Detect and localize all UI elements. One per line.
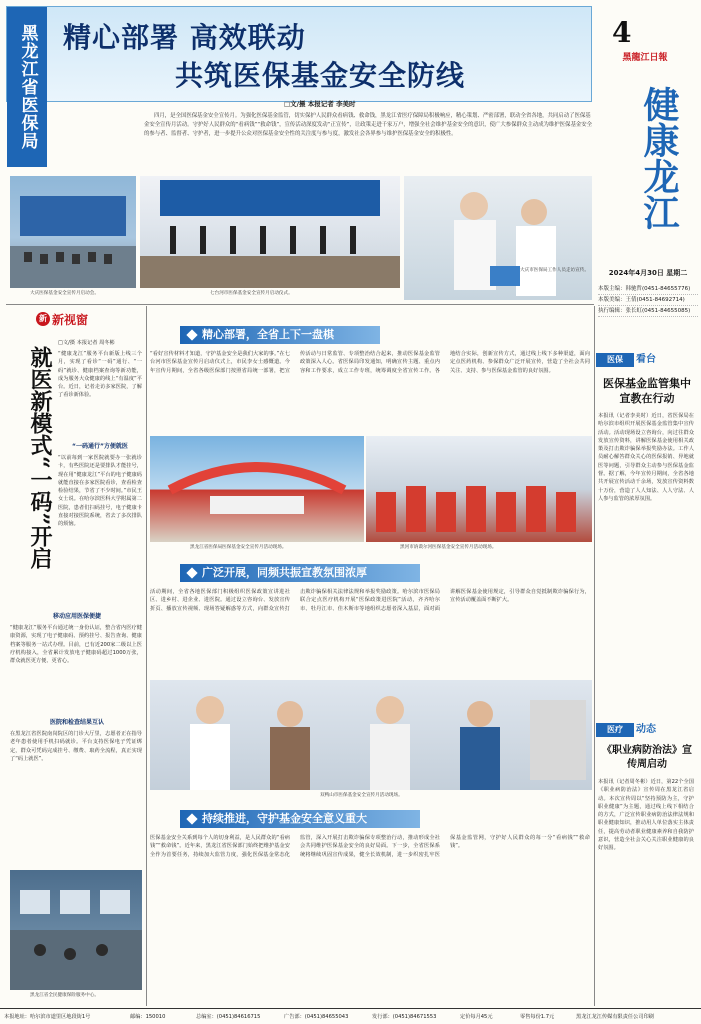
kicker-new-sight bbox=[8, 310, 144, 330]
right-tag-medical bbox=[596, 722, 692, 738]
photo-daqing-launch bbox=[10, 176, 136, 288]
photo-caption: 大庆医保基金安全宣传月启动会。 bbox=[30, 291, 99, 296]
photo-daqing-visit bbox=[404, 176, 592, 300]
photo-health-service-center bbox=[10, 870, 142, 990]
photo-caption: 黑龙江省医保局医保基金安全宣传月活动现场。 bbox=[190, 545, 287, 550]
lead-byline: □文/摄 本报记者 李美时 bbox=[284, 100, 356, 108]
right-article-1-text: 本报讯（记者李美时）近日，省医保局在哈尔滨市组织开展医保基金监管集中宣传活动。活动现场设立咨询台，向过往群众发放宣传资料，讲解医保基金使用相关政策及打击欺诈骗保举报奖励办法。工作人员耐心解答群众关心的医保报销、异地就医等问题，引导群众主动参与医保基金监督。据了解，今年宣传月期间，全省各地共开展宣传活动千余场，发放宣传资料数十万份，营造了人人知法、人人守法、人人参与监管的浓厚氛围。 bbox=[598, 413, 694, 502]
photo-qitaihe-ceremony-graphic bbox=[140, 176, 400, 288]
footer-distribution-phone: 发行部：(0451)84671553 bbox=[372, 1014, 437, 1020]
paper-name: 黑龍江日報 bbox=[622, 53, 668, 63]
page-footer bbox=[0, 1008, 701, 1024]
left-article-text: 在黑龙江省医院南岗院区的门诊大厅里，志愿者正在指导老年患者使用手机扫码就诊。平台支持医保电子凭证绑定，群众可凭码完成挂号、缴费、取药全流程，真正实现了“码上就医”。 bbox=[10, 731, 142, 762]
section-1-text: “看好宣传材料才知道，守护基金安全是我们大家的事。”在七台河市医保基金宣传月启动仪式上，市民李女士感慨道。今年宣传月期间，全省各级医保部门按照省局统一部署，把宣传活动与日常监管、专项整治结合起来，推动医保基金监管政策深入人心。省医保局印发通知，明确宣传主题、重点内容和工作要求，成立工作专班，统筹调度全省宣传工作。各地结合实际，创新宣传方式，通过线上线下多种渠道，面向定点医药机构、参保群众广泛开展宣传，营造了全社会共同关注、支持、参与医保基金监管的良好氛围。 bbox=[150, 351, 590, 374]
main-headline-line1: 精心部署 高效联动 bbox=[63, 21, 306, 54]
new-icon: 新 bbox=[36, 312, 50, 326]
photo-provincial-event bbox=[150, 436, 364, 542]
editor-line: 本版主编：韩驰哲(0451-84655776) bbox=[598, 284, 698, 295]
photo-shuangyashan-event bbox=[150, 680, 592, 790]
photo-caption: 双鸭山市医保基金安全宣传月活动现场。 bbox=[320, 793, 403, 798]
footer-postcode: 邮编：150010 bbox=[130, 1014, 166, 1020]
section-title: 健康龙江 bbox=[638, 86, 680, 230]
lead-section bbox=[144, 100, 594, 170]
lead-text: 四月，是全国医保基金安全宣传月。为强化医保基金监管，切实保护人民群众看病钱、救命钱，黑龙江省医疗保障局积极响应，精心策划、严密部署，联动全省各地，共同启动了医保基金安全宣传月活动。守护好人民群众的“看病钱”“救命钱”，宣传活动深度发动“正宣传”，让政策走进千家万户，增强全社会维护基金安全的意识，使广大参保群众主动成为维护医保基金安全的参与者、监督者、守护者，进一步提升公众对医保基金安全性的关注度与参与度，激发社会各界参与维护医保基金安全的积极性。 bbox=[144, 113, 593, 137]
editor-credits bbox=[598, 284, 698, 317]
photo-caption: 大庆市医保局工作人员走访宣传。 bbox=[520, 268, 589, 273]
photo-caption: 七台河市医保基金安全宣传月启动仪式。 bbox=[210, 291, 293, 296]
footer-ad-phone: 广告部：(0451)84655043 bbox=[284, 1014, 349, 1020]
editor-line: 执行编辑：张长虹(0451-84655085) bbox=[598, 306, 698, 317]
right-headline-2: 《职业病防治法》宣传周启动 bbox=[602, 745, 692, 770]
tag-badge: 医保 bbox=[596, 353, 634, 367]
right-article-2-text: 本报讯（记者周冬彬）近日，第22个全国《职业病防治法》宣传周在黑龙江省启动。本次宣传周以“坚持预防为主，守护职业健康”为主题，通过线上线下相结合的方式，广泛宣传职业病防治法律法规和职业健康知识，推动用人单位落实主体责任，提高劳动者职业健康素养和自我防护意识，营造全社会关心关注职业健康的良好氛围。 bbox=[598, 779, 694, 852]
section-heading-2: 广泛开展，同频共振宣教氛围浓厚 bbox=[180, 564, 420, 582]
section-2-text: 活动期间，全省各地医保部门积极组织医保政策宣讲进社区、进乡村、进企业、进医院。通过设立咨询台、发放宣传折页、播放宣传视频、现场答疑解惑等方式，向群众宣传打击欺诈骗保相关法律法规和举报奖励政策。哈尔滨市医保局联合定点医疗机构开展“医保政策进医院”活动，齐齐哈尔市、牡丹江市、佳木斯市等地组织志愿者深入基层，面对面讲解医保基金使用规定，引导群众自觉抵制欺诈骗保行为，宣传活动覆盖面不断扩大。 bbox=[150, 589, 590, 612]
section-heading-3: 持续推进，守护基金安全意义重大 bbox=[180, 810, 420, 828]
tag-label: 动态 bbox=[636, 724, 656, 735]
photo-shuangyashan-event-graphic bbox=[150, 680, 592, 790]
left-subhead: 医院和检查结果互认 bbox=[49, 719, 104, 726]
issue-date: 2024年4月30日 星期二 bbox=[608, 269, 688, 277]
photo-caption: 黑龙江省全民健康保险服务中心。 bbox=[30, 993, 99, 998]
left-article-byline: □文/摄 本报记者 周冬彬 bbox=[58, 340, 115, 346]
left-article-text: “以前每到一家医院就要办一张就诊卡，有些医院还是要排队才能挂号，现在用“健康龙江”平台的电子健康码就能直接在多家医院看诊，查看检查检验结果，节省了不少时间。”市民王女士说。在哈尔滨医科大学附属第二医院，患者们扫码挂号，电子健康卡直接对接医院系统，省去了多次排队的烦恼。 bbox=[58, 455, 142, 528]
kicker-title: 新视窗 bbox=[52, 313, 89, 327]
section-3-text: 医保基金安全关系到每个人的切身利益，是人民群众的“看病钱”“救命钱”。近年来，黑龙江省医保部门始终把维护基金安全作为首要任务，持续加大监管力度，强化医保基金常态化监管，深入开展打击欺诈骗保专项整治行动，推动形成全社会共同维护医保基金安全的良好局面。下一步，全省医保系统将继续巩固宣传成果，健全长效机制，进一步织密扎牢医保基金监管网，守护好人民群众的每一分“看病钱”“救命钱”。 bbox=[150, 835, 590, 858]
left-article-text: “健康龙江”服务平台通过统一身份认证，整合省内医疗健康资源，实现了电子健康码、预约挂号、报告查询、健康档案等服务一站式办理。目前，已有近200家二级以上医疗机构接入，全省累计发放电子健康码超过1000万张，群众就医更方便、更省心。 bbox=[10, 625, 142, 665]
photo-daqing-visit-graphic bbox=[404, 176, 592, 300]
editor-line: 本版美编：王倩(0451-84692714) bbox=[598, 295, 698, 306]
footer-address: 本报地址：哈尔滨市道里区地段街1号 bbox=[4, 1014, 91, 1020]
right-headline-1: 医保基金监管集中宣教在行动 bbox=[603, 377, 691, 405]
section-heading-1: 精心部署，全省上下一盘棋 bbox=[180, 326, 380, 344]
photo-heihe-event bbox=[366, 436, 592, 542]
photo-heihe-event-graphic bbox=[366, 436, 592, 542]
footer-single-price: 零售每份1.7元 bbox=[520, 1014, 555, 1020]
footer-monthly-price: 定价每月45元 bbox=[460, 1014, 493, 1020]
photo-caption: 黑河市讷谟尔河医保基金安全宣传月活动现场。 bbox=[400, 545, 497, 550]
right-tag-healthcare bbox=[596, 352, 692, 368]
footer-editorial-phone: 总编室：(0451)84616715 bbox=[196, 1014, 261, 1020]
photo-daqing-launch-graphic bbox=[10, 176, 136, 288]
page-number: 4 bbox=[612, 16, 632, 49]
photo-provincial-event-graphic bbox=[150, 436, 364, 542]
left-subhead: 移动应用医保便捷 bbox=[52, 613, 101, 620]
left-article-headline: 就医新模式“一码”开启 bbox=[27, 346, 53, 570]
section-tag: 黑龙江省医保局 bbox=[7, 7, 47, 167]
photo-qitaihe-ceremony bbox=[140, 176, 400, 288]
main-headline-line2: 共筑医保基金安全防线 bbox=[175, 59, 466, 92]
left-article-text: “健康龙江”服务平台新版上线三个月，实现了看诊“一码”通行、“一码”就诊、健康档案查询等新功能，成为服务大众健康的线上“有温度”平台。近日，记者走访多家医院，了解了看诊新体验。 bbox=[58, 351, 142, 399]
tag-label: 看台 bbox=[636, 354, 656, 365]
left-subhead: “一码通行”方便就医 bbox=[72, 443, 128, 450]
footer-printer: 黑龙江龙江传媒有限责任公司印刷 bbox=[576, 1014, 654, 1020]
photo-health-service-center-graphic bbox=[10, 870, 142, 990]
tag-badge: 医疗 bbox=[596, 723, 634, 737]
